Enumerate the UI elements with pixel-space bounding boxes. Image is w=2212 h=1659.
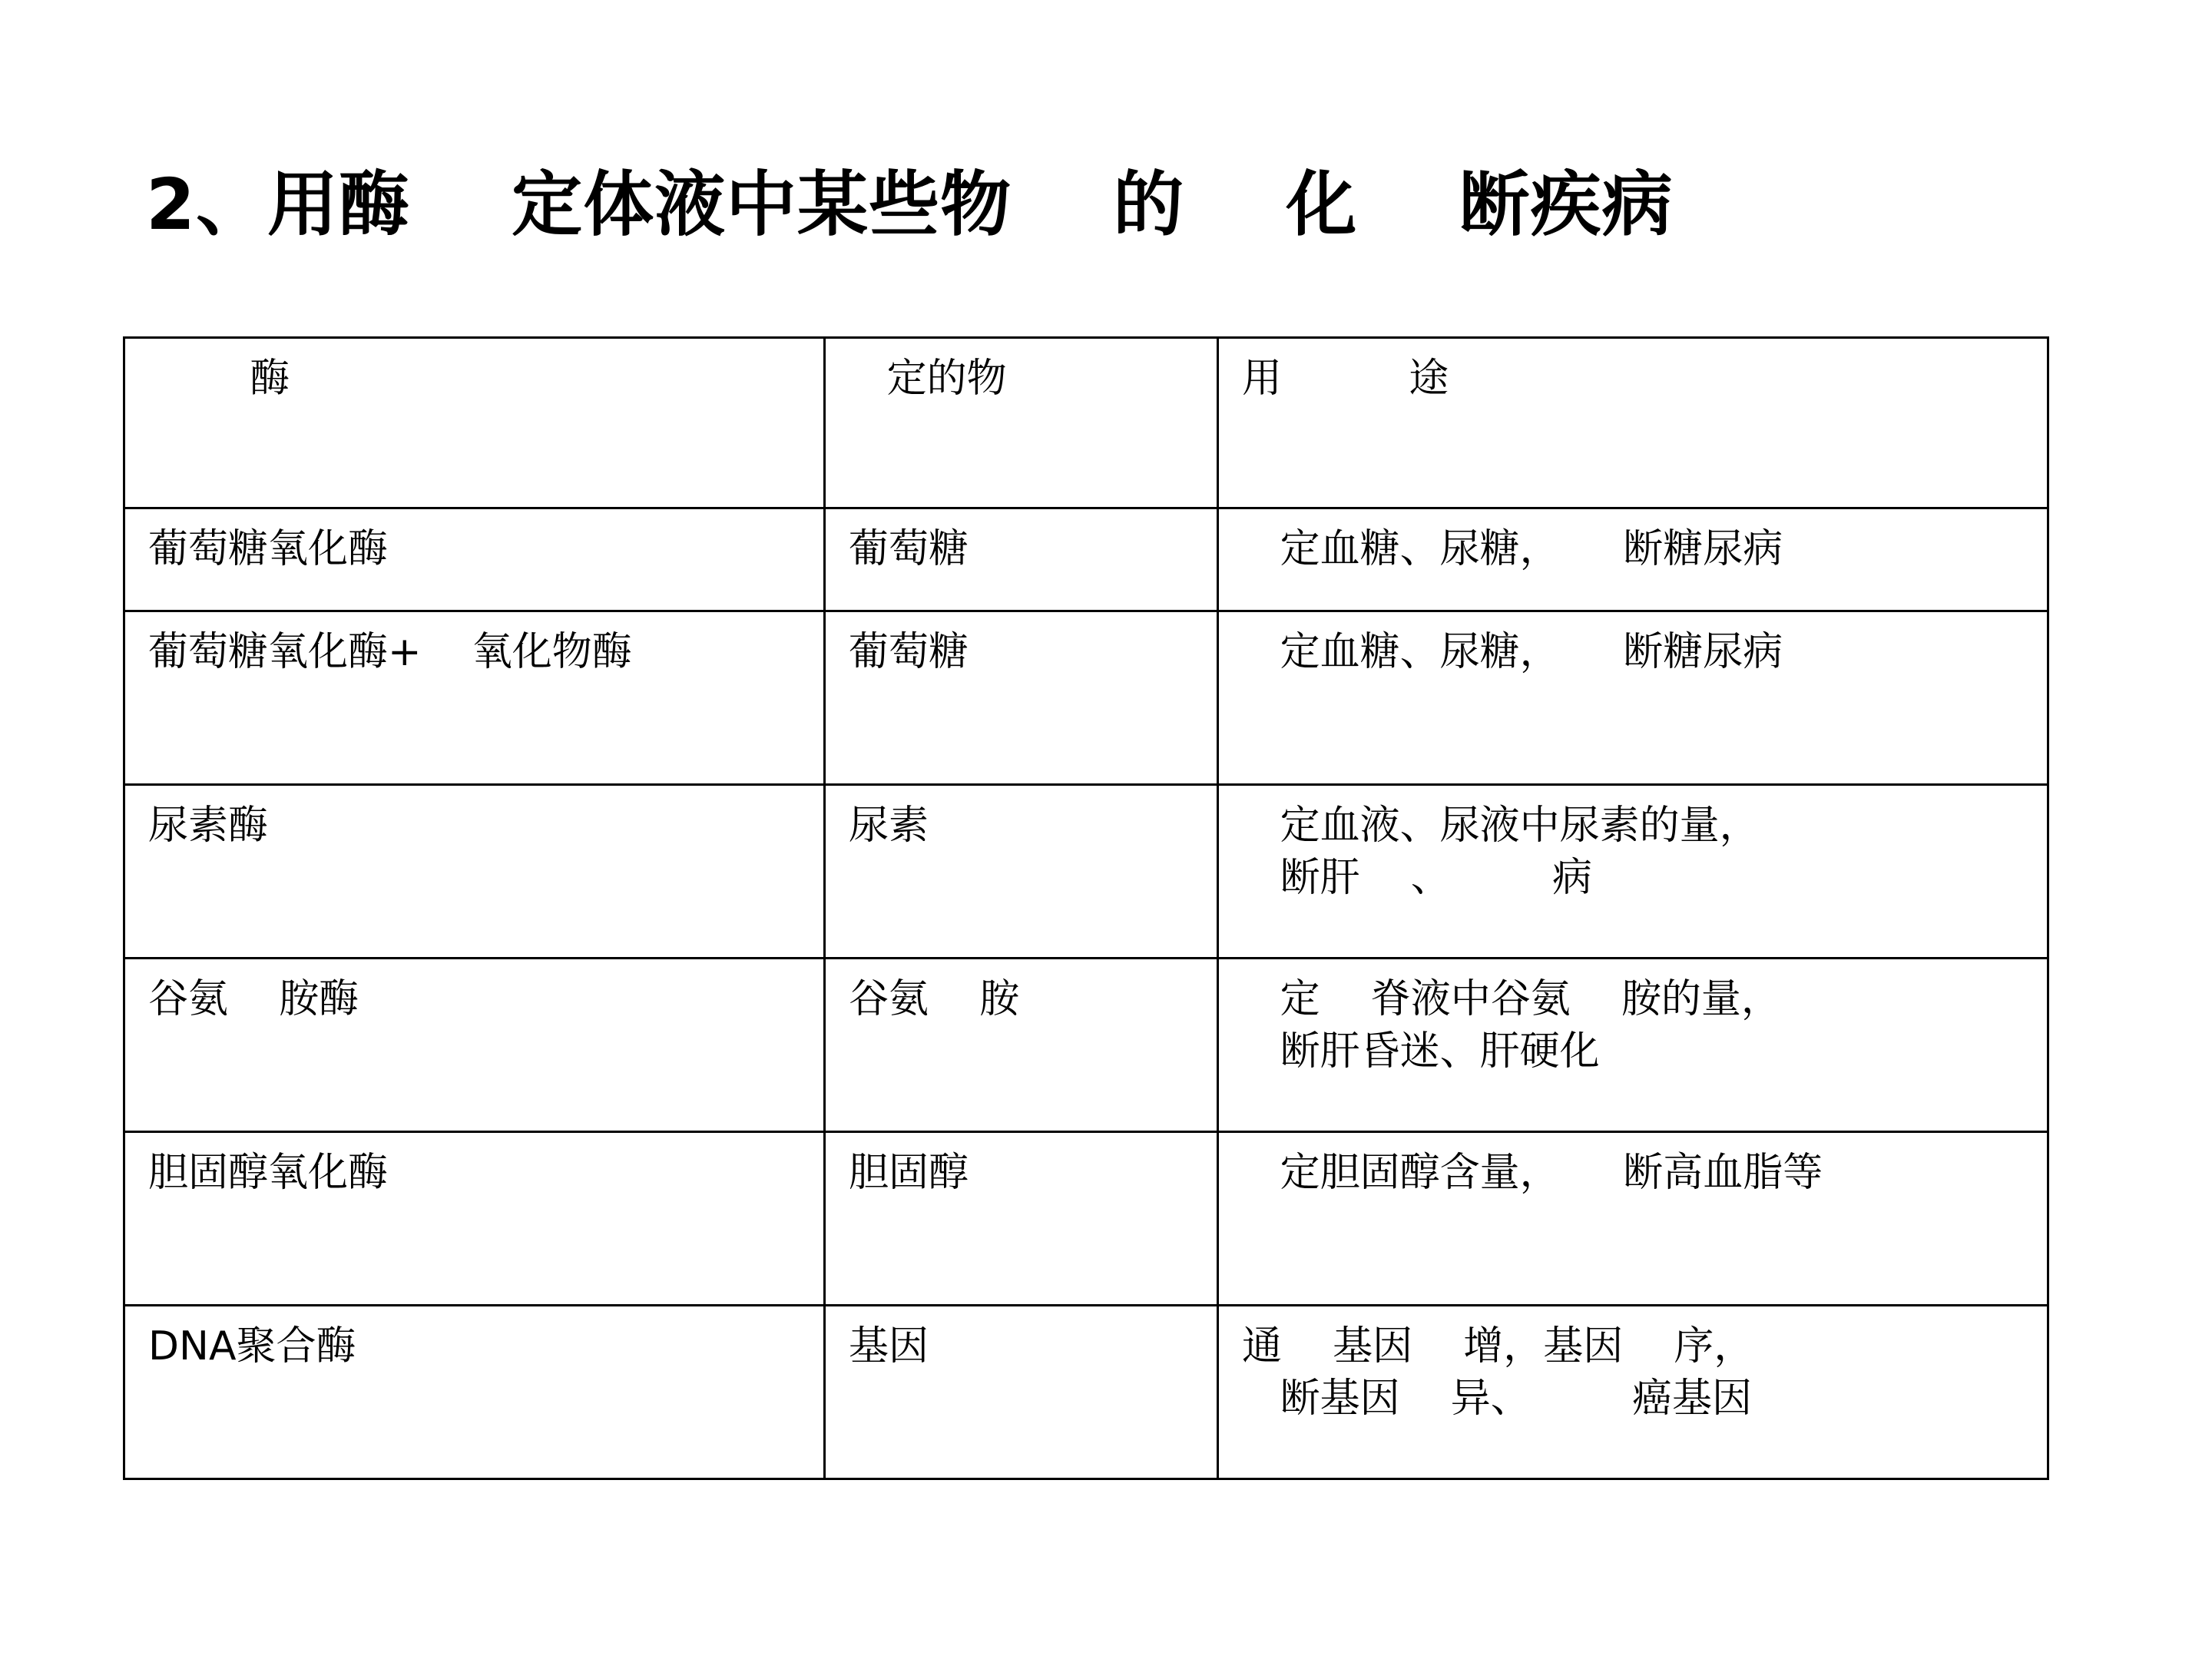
- enzyme-cell: 葡萄糖氧化酶: [124, 508, 825, 611]
- header-substance: 定的物: [825, 338, 1218, 508]
- header-enzyme: 酶: [124, 338, 825, 508]
- enzyme-table: [123, 336, 2049, 1480]
- substance-cell: 尿素: [825, 785, 1218, 959]
- table-row: [124, 959, 2048, 1132]
- use-cell: 定血糖、尿糖， 断糖尿病: [1218, 508, 2048, 611]
- enzyme-cell: 谷氨 胺酶: [124, 959, 825, 1132]
- table-header-row: [124, 338, 2048, 508]
- use-cell: 通 基因 增，基因 序， 断基因 异、 癌基因: [1218, 1306, 2048, 1479]
- table-row: [124, 1306, 2048, 1479]
- substance-cell: 胆固醇: [825, 1132, 1218, 1306]
- substance-cell: 基因: [825, 1306, 1218, 1479]
- table-row: [124, 508, 2048, 611]
- page-title: 2、用酶 定体液中某些物 的 化 断疾病: [146, 164, 1674, 246]
- substance-cell: 葡萄糖: [825, 611, 1218, 785]
- enzyme-cell: 胆固醇氧化酶: [124, 1132, 825, 1306]
- use-cell: 定胆固醇含量， 断高血脂等: [1218, 1132, 2048, 1306]
- enzyme-cell: 尿素酶: [124, 785, 825, 959]
- table-row: [124, 611, 2048, 785]
- table-row: [124, 1132, 2048, 1306]
- substance-cell: 谷氨 胺: [825, 959, 1218, 1132]
- use-cell: 定血糖、尿糖， 断糖尿病: [1218, 611, 2048, 785]
- enzyme-cell: DNA聚合酶: [124, 1306, 825, 1479]
- header-use: 用 途: [1218, 338, 2048, 508]
- enzyme-cell: 葡萄糖氧化酶+ 氧化物酶: [124, 611, 825, 785]
- use-cell: 定血液、尿液中尿素的量， 断肝 、 病: [1218, 785, 2048, 959]
- use-cell: 定 脊液中谷氨 胺的量， 断肝昏迷、肝硬化: [1218, 959, 2048, 1132]
- table-row: [124, 785, 2048, 959]
- substance-cell: 葡萄糖: [825, 508, 1218, 611]
